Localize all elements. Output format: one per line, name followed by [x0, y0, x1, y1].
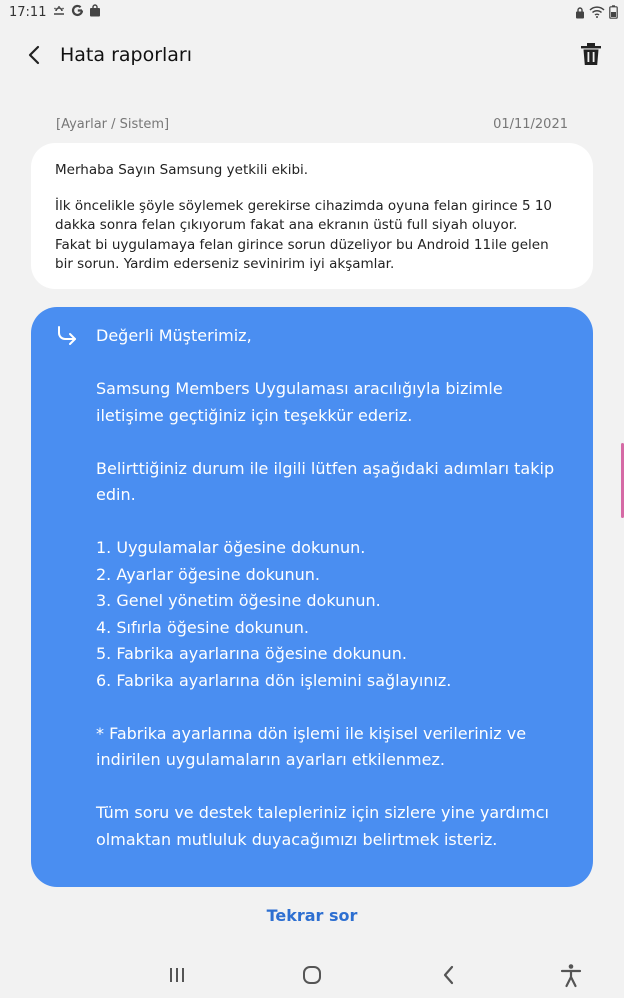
- back-arrow-icon[interactable]: [22, 42, 48, 68]
- reply-closing-line: Tüm soru ve destek talepleriniz için sizlere yine yardımcı: [96, 803, 549, 822]
- battery-icon: [609, 5, 618, 19]
- user-message-line: İlk öncelikle şöyle söylemek gerekirse cihazimda oyuna felan girince 5 10: [55, 197, 553, 214]
- delete-icon[interactable]: [580, 42, 602, 66]
- status-time: 17:11: [9, 5, 47, 20]
- app-bar: [0, 30, 624, 82]
- report-meta: [56, 117, 568, 135]
- user-greeting: Merhaba Sayın Samsung yetkili ekibi.: [55, 162, 309, 178]
- reply-text: [96, 323, 566, 853]
- home-icon[interactable]: [299, 962, 325, 988]
- status-bar: [0, 0, 624, 26]
- report-category: [Ayarlar / Sistem]: [56, 117, 170, 132]
- reply-instruction-line: edin.: [96, 485, 136, 504]
- accessibility-icon[interactable]: [558, 962, 584, 988]
- reply-arrow-icon: [55, 323, 81, 349]
- reply-step: 6. Fabrika ayarlarına dön işlemini sağlayınız.: [96, 670, 452, 690]
- reply-bubble: [31, 307, 593, 887]
- ask-again-button[interactable]: Tekrar sor: [266, 906, 358, 925]
- reply-instruction-line: Belirttiğiniz durum ile ilgili lütfen aşağıdaki adımları takip: [96, 458, 555, 478]
- user-message-line: Fakat bi uygulamaya felan girince sorun düzeliyor bu Android 11ile gelen: [55, 236, 549, 253]
- navigation-bar: [0, 954, 624, 998]
- recent-apps-icon[interactable]: [164, 962, 190, 988]
- reply-step: 2. Ayarlar öğesine dokunun.: [96, 564, 320, 584]
- back-nav-icon[interactable]: [436, 962, 462, 988]
- user-message-line: dakka sonra felan çıkıyorum fakat ana ekranın üstü full siyah oluyor.: [55, 217, 518, 233]
- lock-icon: [575, 6, 585, 19]
- user-message-line: bir sorun. Yardim ederseniz sevinirim iyi akşamlar.: [55, 256, 395, 272]
- reply-note-line: indirilen uygulamaların ayarları etkilenmez.: [96, 750, 445, 769]
- google-icon: [71, 4, 84, 17]
- reply-step: 4. Sıfırla öğesine dokunun.: [96, 617, 309, 637]
- reply-thanks-line: Samsung Members Uygulaması aracılığıyla bizimle: [96, 379, 503, 398]
- reply-note-line: * Fabrika ayarlarına dön işlemi ile kişisel verileriniz ve: [96, 723, 527, 743]
- page-title: Hata raporları: [60, 44, 193, 66]
- wifi-icon: [589, 6, 605, 18]
- reply-step: 3. Genel yönetim öğesine dokunun.: [96, 591, 381, 610]
- bag-icon: [89, 4, 101, 17]
- reply-step: 1. Uygulamalar öğesine dokunun.: [96, 538, 366, 557]
- reply-step: 5. Fabrika ayarlarına öğesine dokunun.: [96, 644, 407, 663]
- reply-salutation: Değerli Müşterimiz,: [96, 326, 252, 345]
- user-message-bubble: [31, 143, 593, 289]
- reply-thanks-line: iletişime geçtiğiniz için teşekkür ederiz.: [96, 405, 413, 425]
- reply-closing-line: olmaktan mutluluk duyacağımızı belirtmek isteriz.: [96, 829, 498, 849]
- report-date: 01/11/2021: [493, 117, 568, 132]
- weather-icon: [52, 5, 66, 17]
